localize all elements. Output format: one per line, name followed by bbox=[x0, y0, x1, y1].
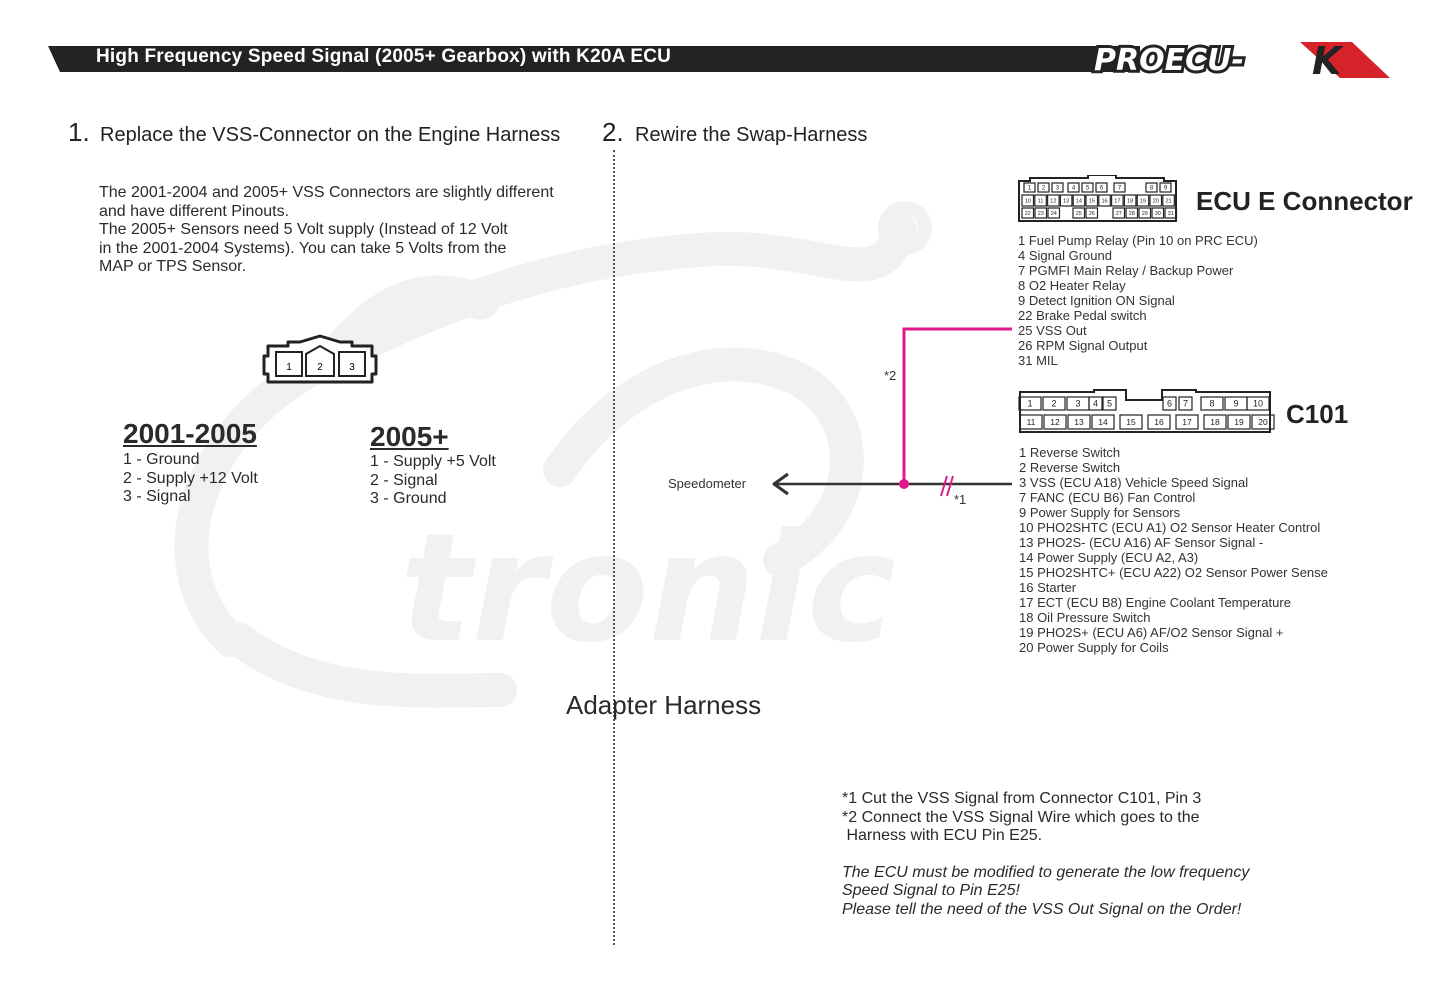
connector-pin-label: 30 bbox=[1154, 210, 1161, 217]
old-connector-pinout bbox=[123, 451, 258, 507]
connector-pin-label: 26 bbox=[1088, 210, 1095, 217]
pin-item: 9 Detect Ignition ON Signal bbox=[1018, 293, 1175, 308]
vss-out-wire bbox=[904, 329, 1012, 484]
page-title: High Frequency Speed Signal (2005+ Gearbox) with K20A ECU bbox=[96, 46, 672, 67]
pin-item: 7 FANC (ECU B6) Fan Control bbox=[1019, 490, 1196, 505]
pin-item: 25 VSS Out bbox=[1018, 323, 1087, 338]
connector-pin-label: 9 bbox=[1233, 398, 1239, 409]
pin-item: 16 Starter bbox=[1019, 580, 1077, 595]
connector-pin-label: 3 bbox=[1055, 185, 1060, 192]
vss-pin-label: 2 bbox=[317, 362, 323, 373]
watermark-text: tronic bbox=[400, 502, 896, 676]
pin-item: 1 - Ground bbox=[123, 451, 200, 468]
connector-pin-label: 4 bbox=[1071, 185, 1076, 192]
connector-pin-label: 1 bbox=[1027, 185, 1032, 192]
pin-item: 19 PHO2S+ (ECU A6) AF/O2 Sensor Signal + bbox=[1019, 625, 1284, 640]
connector-pin-label: 29 bbox=[1141, 210, 1148, 217]
connector-pin-label: 6 bbox=[1166, 398, 1173, 409]
connector-pin-label: 6 bbox=[1099, 185, 1104, 192]
step2-title: Rewire the Swap-Harness bbox=[635, 124, 868, 146]
connector-pin-label: 9 bbox=[1163, 185, 1168, 192]
pin-item: 13 PHO2S- (ECU A16) AF Sensor Signal - bbox=[1019, 535, 1264, 550]
connector-pin-label: 22 bbox=[1024, 210, 1031, 217]
proecu-k-logo bbox=[1090, 34, 1400, 86]
connector-pin-label: 17 bbox=[1182, 417, 1192, 428]
step2-number: 2. bbox=[602, 117, 624, 147]
connector-pin-label: 20 bbox=[1152, 198, 1159, 205]
connector-pin-label: 3 bbox=[1075, 398, 1081, 409]
connector-pin-label: 14 bbox=[1098, 417, 1108, 428]
step1-title: Replace the VSS-Connector on the Engine Harness bbox=[100, 124, 561, 146]
pin-item: 9 Power Supply for Sensors bbox=[1019, 505, 1181, 520]
connector-pin-label: 11 bbox=[1026, 417, 1036, 428]
paragraph-line: The 2005+ Sensors need 5 Volt supply (Instead of 12 Volt bbox=[99, 221, 508, 239]
connector-pin-label: 5 bbox=[1085, 185, 1090, 192]
pin-item: 2 - Supply +12 Volt bbox=[123, 469, 258, 487]
connector-pin-label: 21 bbox=[1165, 198, 1172, 205]
connector-pin-label: 31 bbox=[1167, 210, 1174, 217]
connector-pin-label: 19 bbox=[1139, 198, 1147, 205]
connector-pin-label: 8 bbox=[1209, 398, 1215, 409]
connector-pin-label: 24 bbox=[1050, 210, 1057, 217]
paragraph-line: and have different Pinouts. bbox=[99, 202, 290, 220]
step1-paragraph bbox=[99, 184, 599, 277]
cut-mark-label: *1 bbox=[954, 492, 967, 507]
connector-pin-label: 20 bbox=[1258, 417, 1268, 428]
pin-item: 4 Signal Ground bbox=[1018, 248, 1112, 263]
cut-mark bbox=[947, 476, 953, 496]
new-connector-pinout bbox=[370, 453, 496, 509]
new-connector-heading: 2005+ bbox=[370, 421, 449, 452]
connector-pin-label: 27 bbox=[1115, 210, 1122, 217]
connector-pin-label: 4 bbox=[1092, 398, 1099, 409]
connector-pin-label: 23 bbox=[1037, 210, 1044, 217]
connector-pin-label: 2 bbox=[1041, 185, 1046, 192]
pin-item: 1 Fuel Pump Relay (Pin 10 on PRC ECU) bbox=[1018, 233, 1258, 248]
connector-pin-label: 28 bbox=[1128, 210, 1135, 217]
pin-item: 10 PHO2SHTC (ECU A1) O2 Sensor Heater Control bbox=[1019, 520, 1321, 535]
ecu-e-connector-title: ECU E Connector bbox=[1196, 186, 1413, 216]
connector-pin-label: 13 bbox=[1063, 198, 1070, 205]
logo-k: K bbox=[1312, 39, 1342, 83]
connector-pin-label: 7 bbox=[1117, 185, 1122, 192]
speedometer-label: Speedometer bbox=[668, 476, 747, 491]
pin-item: 7 PGMFI Main Relay / Backup Power bbox=[1018, 263, 1234, 278]
connector-pin-label: 11 bbox=[1037, 198, 1044, 205]
note-line: *2 Connect the VSS Signal Wire which goes to the bbox=[842, 808, 1200, 826]
connector-pin-label: 8 bbox=[1149, 185, 1154, 192]
pin-item: 15 PHO2SHTC+ (ECU A22) O2 Sensor Power Sense bbox=[1019, 565, 1328, 580]
connector-pin-label: 7 bbox=[1182, 398, 1189, 409]
connector-pin-label: 2 bbox=[1051, 398, 1057, 409]
pin-item: 1 - Supply +5 Volt bbox=[370, 453, 496, 470]
step1-number: 1. bbox=[68, 117, 90, 147]
connector-pin-label: 16 bbox=[1101, 198, 1108, 205]
paragraph-line: MAP or TPS Sensor. bbox=[99, 258, 247, 276]
logo-text: PROECU- bbox=[1094, 43, 1244, 78]
connector-pin-label: 14 bbox=[1075, 198, 1083, 205]
vss-connector-diagram bbox=[258, 334, 382, 390]
note-line: *1 Cut the VSS Signal from Connector C101, Pin 3 bbox=[842, 790, 1202, 807]
c101-pinout bbox=[1019, 445, 1328, 655]
pin-item: 8 O2 Heater Relay bbox=[1018, 278, 1126, 293]
connector-pin-label: 18 bbox=[1210, 417, 1220, 428]
ecu-e-pinout bbox=[1018, 233, 1258, 368]
pin-item: 2 Reverse Switch bbox=[1019, 460, 1121, 475]
connector-pin-label: 18 bbox=[1127, 198, 1134, 205]
note-warning-line: Please tell the need of the VSS Out Signal on the Order! bbox=[842, 900, 1242, 918]
pin-item: 1 Reverse Switch bbox=[1019, 445, 1121, 460]
connector-pin-label: 10 bbox=[1252, 398, 1264, 409]
connector-pin-label: 25 bbox=[1075, 210, 1082, 217]
connector-pin-label: 19 bbox=[1234, 417, 1244, 428]
pin-item: 18 Oil Pressure Switch bbox=[1019, 610, 1151, 625]
c101-connector-title: C101 bbox=[1286, 399, 1349, 429]
splice-point bbox=[899, 479, 909, 489]
cut-mark bbox=[941, 476, 947, 496]
vss-pin-label: 3 bbox=[349, 362, 355, 373]
section-divider bbox=[613, 150, 615, 945]
connector-pin-label: 12 bbox=[1050, 417, 1060, 428]
connector-pin-label: 15 bbox=[1088, 198, 1095, 205]
vss-pin-label: 1 bbox=[286, 362, 292, 373]
adapter-harness-label: Adapter Harness bbox=[566, 690, 762, 720]
connector-pin-label: 16 bbox=[1154, 417, 1164, 428]
old-connector-heading: 2001-2005 bbox=[123, 418, 257, 449]
ecu-e-connector-diagram bbox=[1016, 175, 1180, 225]
c101-connector-diagram bbox=[1016, 388, 1276, 436]
note-line: Harness with ECU Pin E25. bbox=[842, 827, 1043, 845]
connector-pin-label: 15 bbox=[1126, 417, 1136, 428]
connector-pin-label: 5 bbox=[1106, 398, 1113, 409]
pin-item: 2 - Signal bbox=[370, 471, 438, 489]
connector-pin-label: 17 bbox=[1114, 198, 1121, 205]
pin-item: 17 ECT (ECU B8) Engine Coolant Temperature bbox=[1019, 595, 1291, 610]
pin-item: 3 - Signal bbox=[123, 488, 191, 506]
pin-item: 22 Brake Pedal switch bbox=[1018, 308, 1147, 323]
note-warning-line: Speed Signal to Pin E25! bbox=[842, 882, 1020, 900]
connector-pin-label: 12 bbox=[1050, 198, 1057, 205]
pin-item: 14 Power Supply (ECU A2, A3) bbox=[1019, 550, 1199, 565]
pin-item: 3 - Ground bbox=[370, 490, 447, 508]
connect-mark-label: *2 bbox=[884, 368, 897, 383]
pin-item: 3 VSS (ECU A18) Vehicle Speed Signal bbox=[1019, 475, 1249, 490]
notes-block bbox=[842, 790, 1249, 920]
pin-item: 20 Power Supply for Coils bbox=[1019, 640, 1169, 655]
connector-pin-label: 10 bbox=[1024, 198, 1031, 205]
note-warning-line: The ECU must be modified to generate the low frequency bbox=[842, 863, 1250, 881]
paragraph-line: The 2001-2004 and 2005+ VSS Connectors are slightly different bbox=[99, 184, 554, 201]
connector-pin-label: 13 bbox=[1074, 417, 1084, 428]
connector-pin-label: 1 bbox=[1027, 398, 1033, 409]
paragraph-line: in the 2001-2004 Systems). You can take 5 Volts from the bbox=[99, 239, 507, 257]
pin-item: 26 RPM Signal Output bbox=[1018, 338, 1148, 353]
pin-item: 31 MIL bbox=[1018, 353, 1058, 368]
